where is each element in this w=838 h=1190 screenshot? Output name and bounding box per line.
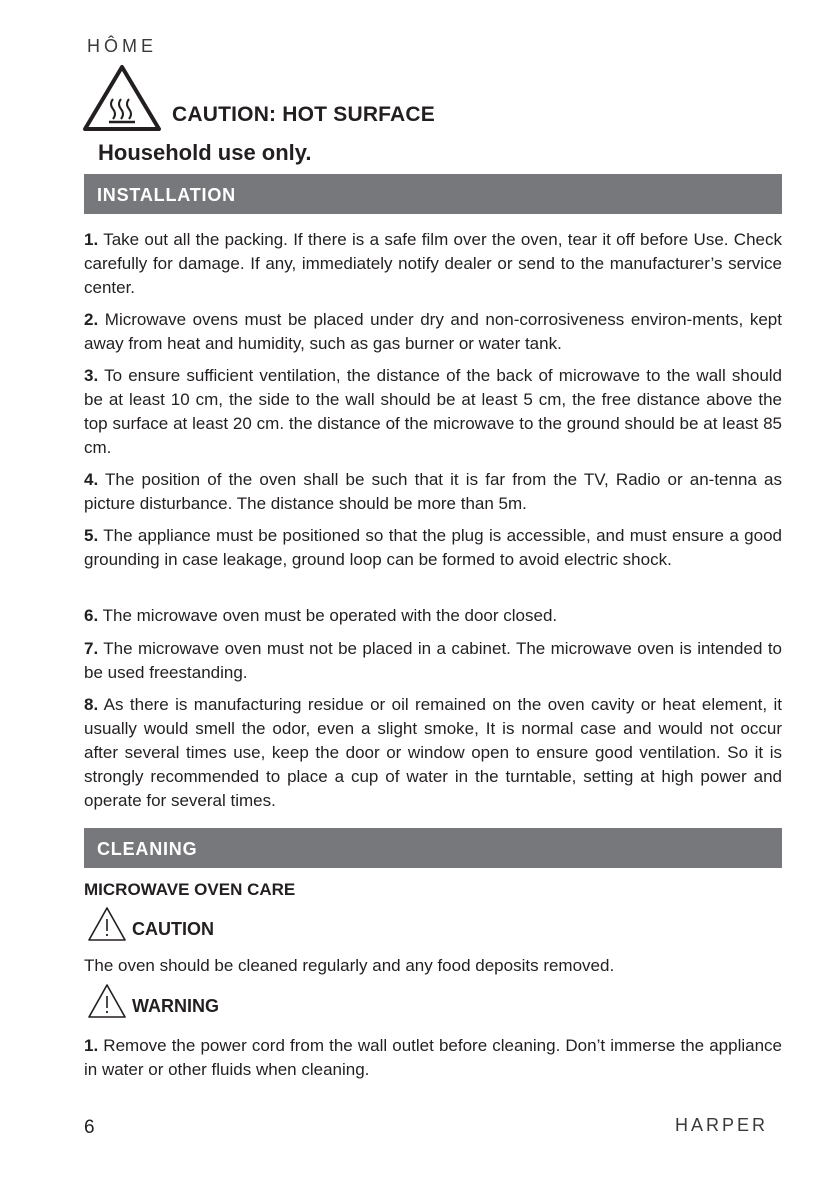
caution-warning-icon (86, 905, 128, 943)
installation-item-5: 5. The appliance must be positioned so that the plug is accessible, and must ensure a good grounding in case leakage, ground loop can be formed to avoid electric shock. (84, 526, 782, 569)
microwave-oven-care-heading: MICROWAVE OVEN CARE (84, 880, 296, 899)
warning-label: WARNING (132, 995, 219, 1016)
installation-item-2: 2. Microwave ovens must be placed under dry and non-corrosiveness environ-ments, kept away from heat and humidity, such as gas burner or water tank. (84, 310, 782, 353)
household-use-notice: Household use only. (98, 140, 312, 165)
caution-row (86, 905, 214, 943)
hot-surface-caution: CAUTION: HOT SURFACE (172, 103, 435, 126)
caution-label: CAUTION (132, 918, 214, 939)
installation-item-4: 4. The position of the oven shall be such that it is far from the TV, Radio or an-tenna as picture disturbance. The distance should be more than 5m. (84, 470, 782, 513)
installation-item-3: 3. To ensure sufficient ventilation, the distance of the back of microwave to the wall should be at least 10 cm, the side to the wall should be at least 5 cm, the free distance above the top surface at least 20 cm. the distance of the microwave to the ground should be at least 85 cm. (84, 366, 783, 457)
installation-header: INSTALLATION (84, 174, 782, 214)
page-number: 6 (84, 1117, 95, 1138)
caution-text: The oven should be cleaned regularly and any food deposits removed. (84, 956, 615, 975)
installation-item-7: 7. The microwave oven must not be placed in a cabinet. The microwave oven is intended to be used freestanding. (84, 639, 782, 682)
hot-surface-warning-icon (82, 63, 162, 133)
installation-item-8: 8. As there is manufacturing residue or oil remained on the oven cavity or heat element, it usually would smell the odor, even a slight smoke, It is normal case and would not occur after several times use, keep the door or window open to ensure good ventilation. So it is strongly recommended to place a cup of water in the turntable, setting at high power and operate for several times. (84, 695, 782, 810)
brand-logo: HARPER (675, 1115, 769, 1135)
warning-row (86, 982, 219, 1020)
cleaning-item-1: 1. Remove the power cord from the wall outlet before cleaning. Don’t immerse the appliance in water or other fluids when cleaning. (84, 1036, 782, 1079)
home-logo: HÔME (87, 36, 157, 56)
installation-item-1: 1. Take out all the packing. If there is a safe film over the oven, tear it off before Use. Check carefully for damage. If any, immediately notify dealer or send to the manufacturer’s service center. (84, 230, 782, 297)
warning-icon (86, 982, 128, 1020)
cleaning-header: CLEANING (84, 828, 782, 868)
installation-item-6: 6. The microwave oven must be operated with the door closed. (84, 606, 558, 625)
